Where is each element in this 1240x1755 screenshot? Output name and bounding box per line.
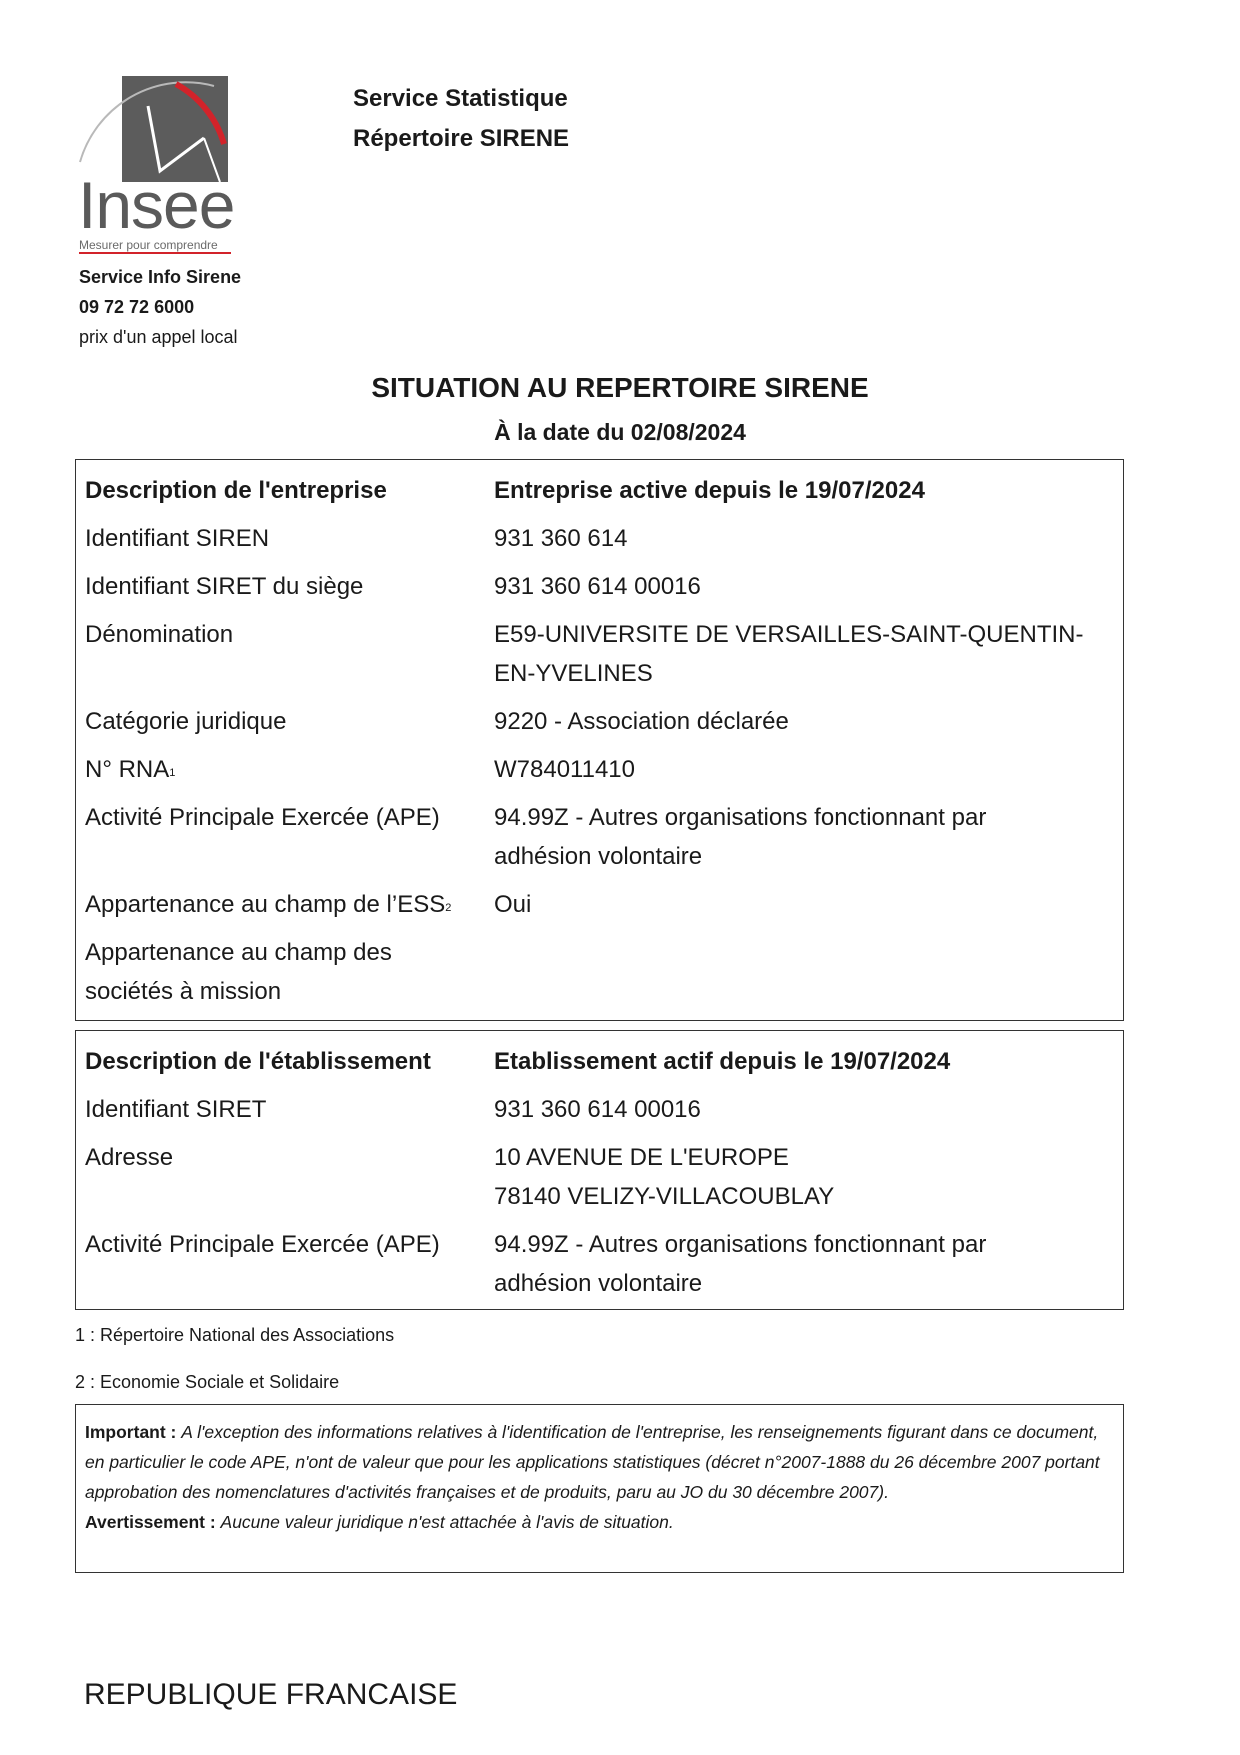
- important-label: Important :: [85, 1422, 177, 1442]
- important-text: A l'exception des informations relatives à l'identification de l'entreprise, les renseignements figurant dans ce document, en particulier le code APE, n'ont de valeur que pour les applications statistiques (décret n°2007-1888 du 26 décembre 2007 portant approbation des nomenclatures d'activités françaises et de produits, paru au JO du 30 décembre 2007).: [85, 1422, 1100, 1502]
- logo-word: Insee: [78, 168, 235, 242]
- label-ape-etab: Activité Principale Exercée (APE): [85, 1231, 440, 1258]
- label-rna-text: N° RNA: [85, 756, 170, 783]
- value-ape: 94.99Z - Autres organisations fonctionnant par: [494, 804, 987, 831]
- service-info-name: Service Info Sirene: [79, 267, 242, 287]
- value-ess: Oui: [494, 891, 532, 918]
- label-siret-siege: Identifiant SIRET du siège: [85, 573, 364, 600]
- entreprise-section: [75, 459, 1124, 1021]
- logo-underline: [79, 252, 231, 254]
- value-adresse: 10 AVENUE DE L'EUROPE: [494, 1144, 789, 1171]
- value-rna: W784011410: [494, 756, 635, 783]
- value-ape-line2: adhésion volontaire: [494, 843, 703, 870]
- label-mission-line2: sociétés à mission: [85, 978, 282, 1005]
- value-siret: 931 360 614 00016: [494, 1096, 701, 1123]
- header-service: Service Statistique: [353, 85, 568, 112]
- footnote-2: 2 : Economie Sociale et Solidaire: [75, 1372, 340, 1392]
- page-title: SITUATION AU REPERTOIRE SIRENE: [371, 372, 869, 403]
- page-subtitle: À la date du 02/08/2024: [494, 419, 746, 445]
- republique-francaise: REPUBLIQUE FRANCAISE: [84, 1678, 458, 1711]
- logo-tagline: Mesurer pour comprendre: [79, 238, 218, 252]
- footnote-1: 1 : Répertoire National des Associations: [75, 1325, 395, 1345]
- notice-warning: [85, 1507, 1114, 1537]
- value-categorie: 9220 - Association déclarée: [494, 708, 789, 735]
- label-rna: [85, 750, 175, 789]
- label-denomination: Dénomination: [85, 621, 234, 648]
- service-info-phone: 09 72 72 6000: [79, 297, 195, 317]
- label-adresse: Adresse: [85, 1144, 174, 1171]
- header-repertoire: Répertoire SIRENE: [353, 125, 570, 152]
- label-ess: [85, 885, 451, 924]
- value-denomination-line2: EN-YVELINES: [494, 660, 653, 687]
- footnote-ref-1: 1: [169, 767, 176, 779]
- label-mission: Appartenance au champ des: [85, 939, 392, 966]
- notice-important: [85, 1417, 1114, 1507]
- warning-label: Avertissement :: [85, 1512, 216, 1532]
- value-siret-siege: 931 360 614 00016: [494, 573, 701, 600]
- value-denomination: E59-UNIVERSITE DE VERSAILLES-SAINT-QUENTIN-: [494, 621, 1084, 648]
- label-siret: Identifiant SIRET: [85, 1096, 267, 1123]
- value-adresse-line2: 78140 VELIZY-VILLACOUBLAY: [494, 1183, 835, 1210]
- label-ape: Activité Principale Exercée (APE): [85, 804, 440, 831]
- label-categorie: Catégorie juridique: [85, 708, 287, 735]
- entreprise-header-label: Description de l'entreprise: [85, 477, 387, 504]
- service-info-note: prix d'un appel local: [79, 327, 238, 347]
- etablissement-header-value: Etablissement actif depuis le 19/07/2024: [494, 1048, 951, 1075]
- etablissement-header-label: Description de l'établissement: [85, 1048, 431, 1075]
- value-ape-etab: 94.99Z - Autres organisations fonctionnant par: [494, 1231, 987, 1258]
- value-siren: 931 360 614: [494, 525, 628, 552]
- warning-text: Aucune valeur juridique n'est attachée à l'avis de situation.: [220, 1512, 674, 1532]
- notice-box: [75, 1404, 1124, 1573]
- entreprise-header-value: Entreprise active depuis le 19/07/2024: [494, 477, 925, 504]
- label-ess-text: Appartenance au champ de l’ESS: [85, 891, 446, 918]
- value-ape-etab-line2: adhésion volontaire: [494, 1270, 703, 1297]
- label-siren: Identifiant SIREN: [85, 525, 270, 552]
- etablissement-section: [75, 1030, 1124, 1310]
- footnote-ref-2: 2: [445, 902, 452, 914]
